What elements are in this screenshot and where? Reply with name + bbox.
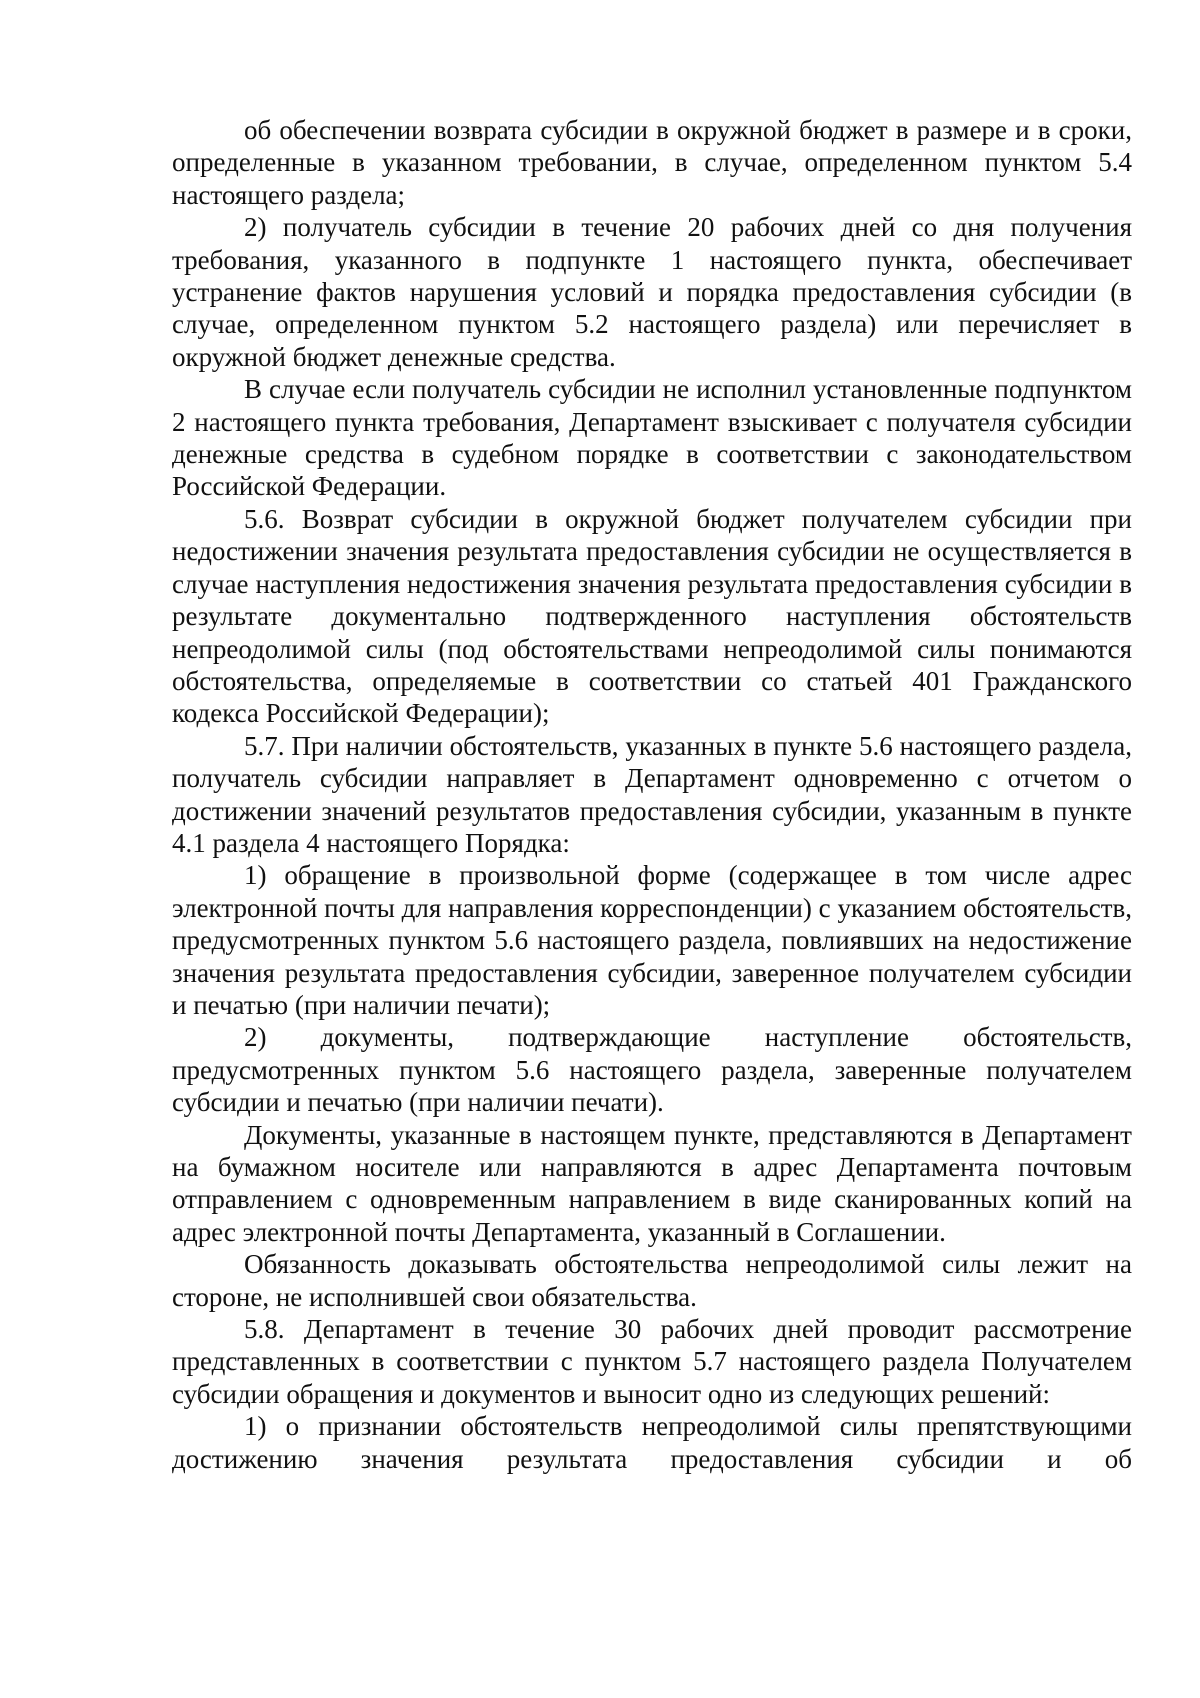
paragraph-court-recovery: В случае если получатель субсидии не исполнил установленные подпунктом 2 настоящего пункта требования, Департамент взыскивает с получателя субсидии денежные средства в судебном порядке в соответствии с законодательством Российской Федерации. [172, 374, 1132, 502]
paragraph-return-provision: об обеспечении возврата субсидии в окружной бюджет в размере и в сроки, определенные в указанном требовании, в случае, определенном пунктом 5.4 настоящего раздела; [172, 115, 1132, 210]
paragraph-5-8-item-1: 1) о признании обстоятельств непреодолимой силы препятствующими достижению значения результата предоставления субсидии и об [172, 1411, 1132, 1474]
paragraph-5-7: 5.7. При наличии обстоятельств, указанных в пункте 5.6 настоящего раздела, получатель субсидии направляет в Департамент одновременно с отчетом о достижении значений результатов предоставления субсидии, указанным в пункте 4.1 раздела 4 настоящего Порядка: [172, 730, 1132, 858]
paragraph-burden-of-proof: Обязанность доказывать обстоятельства непреодолимой силы лежит на стороне, не исполнившей свои обязательства. [172, 1249, 1132, 1312]
paragraph-5-6: 5.6. Возврат субсидии в окружной бюджет получателем субсидии при недостижении значения результата предоставления субсидии не осуществляется в случае наступления недостижения значения результата предоставления субсидии в результате документально подтвержденного наступления обстоятельств непреодолимой силы (под обстоятельствами непреодолимой силы понимаются обстоятельства, определяемые в соответствии со статьей 401 Гражданского кодекса Российской Федерации); [172, 503, 1132, 729]
paragraph-item-2-elimination: 2) получатель субсидии в течение 20 рабочих дней со дня получения требования, указанного в подпункте 1 настоящего пункта, обеспечивает устранение фактов нарушения условий и порядка предоставления субсидии (в случае, определенном пунктом 5.2 настоящего раздела) или перечисляет в окружной бюджет денежные средства. [172, 212, 1132, 372]
paragraph-5-7-item-2: 2) документы, подтверждающие наступление обстоятельств, предусмотренных пунктом 5.6 настоящего раздела, заверенные получателем субсидии и печатью (при наличии печати). [172, 1022, 1132, 1118]
document-body [172, 114, 1132, 1475]
paragraph-5-7-item-1: 1) обращение в произвольной форме (содержащее в том числе адрес электронной почты для направления корреспонденции) с указанием обстоятельств, предусмотренных пунктом 5.6 настоящего раздела, повлиявших на недостижение значения результата предоставления субсидии, заверенное получателем субсидии и печатью (при наличии печати); [172, 860, 1132, 1020]
paragraph-documents-submission: Документы, указанные в настоящем пункте, представляются в Департамент на бумажном носителе или направляются в адрес Департамента почтовым отправлением с одновременным направлением в виде сканированных копий на адрес электронной почты Департамента, указанный в Соглашении. [172, 1119, 1132, 1247]
paragraph-5-8: 5.8. Департамент в течение 30 рабочих дней проводит рассмотрение представленных в соответствии с пунктом 5.7 настоящего раздела Получателем субсидии обращения и документов и выносит одно из следующих решений: [172, 1314, 1132, 1409]
